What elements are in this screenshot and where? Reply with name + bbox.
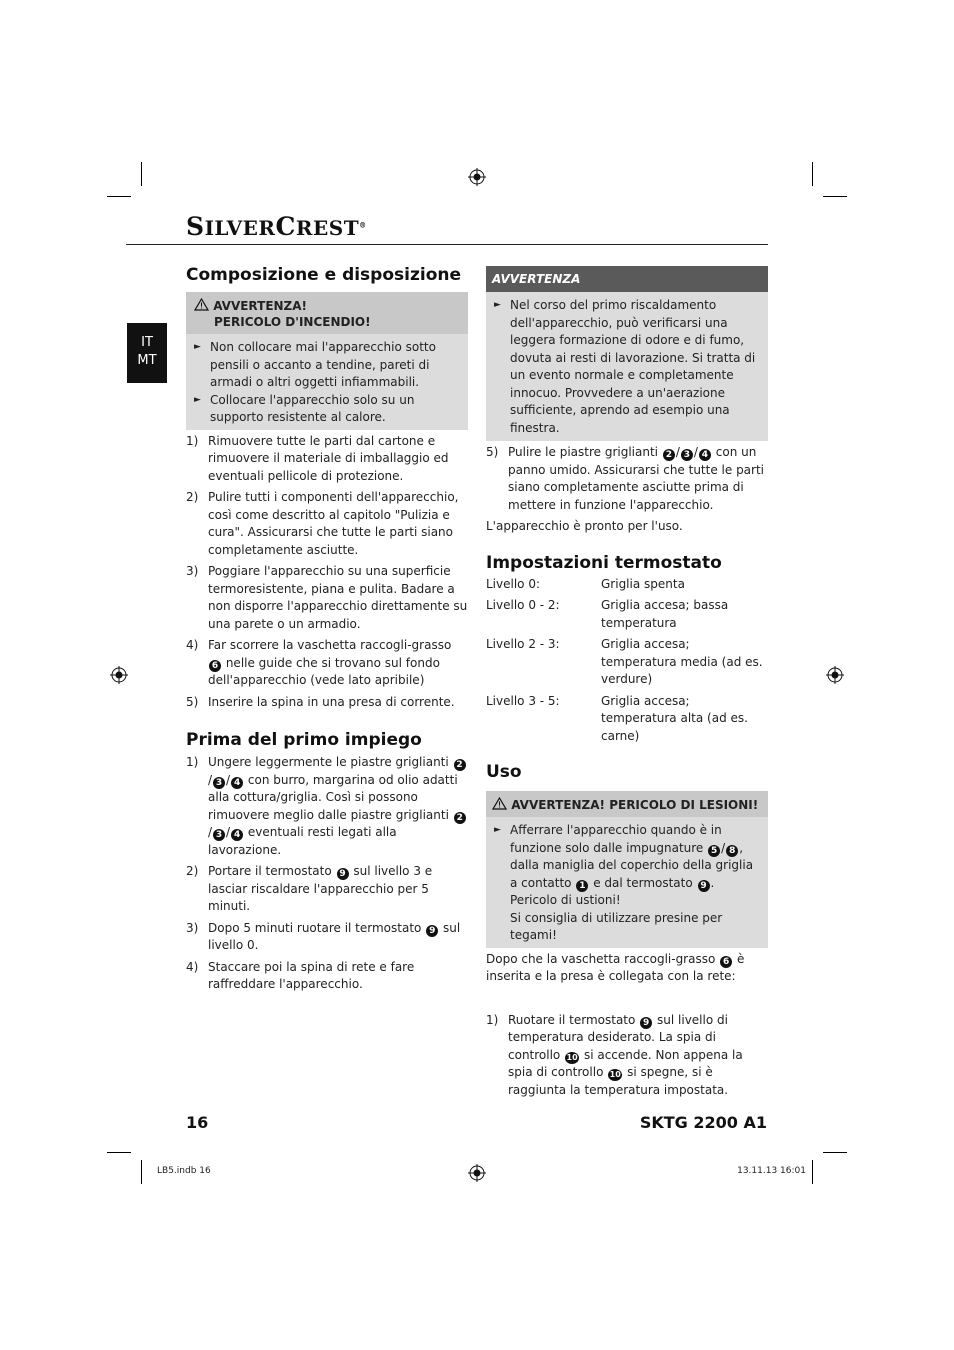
registration-mark-icon xyxy=(468,1164,486,1182)
ref-number: 9 xyxy=(698,880,710,892)
warning-bullet: ► Non collocare mai l'apparecchio sotto pensili o accanto a tendine, pareti di armadi o altri oggetti infiammabili. xyxy=(194,340,436,389)
step-item: 2) Portare il termostato 9 sul livello 3 e lasciar riscaldare l'apparecchio per 5 minuti. xyxy=(186,864,433,913)
registration-mark-icon xyxy=(468,168,486,186)
model-number: SKTG 2200 A1 xyxy=(639,1113,767,1132)
ref-number: 9 xyxy=(640,1017,652,1029)
ref-number: 2 xyxy=(454,812,466,824)
crop-mark xyxy=(107,196,131,197)
section-title-composizione: Composizione e disposizione xyxy=(186,265,462,285)
ref-number: 2 xyxy=(454,759,466,771)
crop-mark xyxy=(107,1152,131,1153)
bullet-arrow-icon: ► xyxy=(194,394,201,405)
warning-box-fire xyxy=(186,292,468,430)
warning-box-smoke xyxy=(486,266,768,441)
bullet-arrow-icon: ► xyxy=(494,300,501,310)
ref-number: 9 xyxy=(426,925,438,937)
warning-triangle-icon xyxy=(194,298,209,311)
crop-mark xyxy=(141,162,142,186)
ref-number: 2 xyxy=(663,449,675,461)
ref-number: 6 xyxy=(209,660,221,672)
warning-header: AVVERTENZA xyxy=(486,266,768,292)
right-column xyxy=(486,266,768,1099)
crop-mark xyxy=(823,196,847,197)
language-mt: MT xyxy=(137,353,157,368)
crop-mark xyxy=(141,1160,142,1184)
ref-number: 10 xyxy=(566,1052,578,1062)
warning-title: AVVERTENZA! xyxy=(213,299,308,313)
silvercrest-logo: SILVERCREST® xyxy=(186,212,367,241)
step-item: 5) Pulire le piastre griglianti 2 / 3 / 4 con un panno umido. Assicurarsi che tutte le parti siano completamente asciutte prima di mettere in funzione l'apparecchio. xyxy=(486,445,765,512)
crop-mark xyxy=(812,1160,813,1184)
step-item: 1) Ungere leggermente le piastre griglianti 2/ 3 / 4 con burro, margarina od olio adatti alla cottura/griglia. Così si possono rimuovere meglio dalle piastre griglianti 2/ 3 / 4 eventuali resti legati alla lavorazione. xyxy=(186,754,468,859)
step-item: 4) Far scorrere la vaschetta raccogli-grasso 6 nelle guide che si trovano sul fondo dell'apparecchio (vede lato apribile) xyxy=(186,638,452,687)
ref-number: 6 xyxy=(720,956,732,968)
registration-mark-icon xyxy=(826,666,844,684)
print-date: 13.11.13 16:01 xyxy=(737,1166,806,1176)
step-item: 4) Staccare poi la spina di rete e fare raffreddare l'apparecchio. xyxy=(186,959,415,991)
after-text: Dopo che la vaschetta raccogli-grasso 6 è inserita e la presa è collegata con la rete: xyxy=(486,951,745,983)
page-number: 16 xyxy=(186,1113,209,1132)
warning-bullet: ► Collocare l'apparecchio solo su un supporto resistente al calore. xyxy=(194,392,415,424)
ref-number: 3 xyxy=(213,829,225,841)
warning-subtitle: PERICOLO D'INCENDIO! xyxy=(214,315,371,329)
header-rule xyxy=(126,244,768,245)
ref-number: 5 xyxy=(708,845,720,857)
crop-mark xyxy=(823,1152,847,1153)
language-it: IT xyxy=(141,335,153,350)
step-item: 1) Ruotare il termostato 9 sul livello di temperatura desiderato. La spia di controllo 10 si accende. Non appena la spia di controllo 10 si spegne, si è raggiunta la temperatura impostata. xyxy=(486,1012,743,1097)
warning-header xyxy=(186,292,468,334)
language-tab xyxy=(127,323,167,383)
section-title-uso: Uso xyxy=(486,762,522,782)
warning-triangle-icon xyxy=(492,797,507,810)
ref-number: 3 xyxy=(681,449,693,461)
section-title-termostato: Impostazioni termostato xyxy=(486,552,722,573)
ref-number: 9 xyxy=(337,868,349,880)
ready-text: L'apparecchio è pronto per l'uso. xyxy=(486,519,683,533)
warning-box-injury xyxy=(486,791,768,948)
step-item: 3) Poggiare l'apparecchio su una superficie termoresistente, piana e pulita. Badare a non disporre l'apparecchio direttamente su una parete o un armadio. xyxy=(186,564,468,631)
step-item: 3) Dopo 5 minuti ruotare il termostato 9 sul livello 0. xyxy=(186,920,461,952)
registration-mark-icon xyxy=(110,666,128,684)
warning-bullet: ► Nel corso del primo riscaldamento dell'apparecchio, può verificarsi una leggera formazione di odore e di fumo, dovuta ai resti di lavorazione. Si tratta di un evento normale e completamente innocuo. Provvedere a un'aerazione sufficiente, aprendo ad esempio una finestra. xyxy=(494,298,756,435)
ref-number: 4 xyxy=(699,449,711,461)
step-item: 2) Pulire tutti i componenti dell'apparecchio, così come descritto al capitolo "Pulizia e cura". Assicurarsi che tutte le parti siano completamente asciutte. xyxy=(186,490,459,557)
bullet-arrow-icon: ► xyxy=(494,825,501,835)
warning-header: AVVERTENZA! PERICOLO DI LESIONI! xyxy=(486,791,768,817)
step-item: 1) Rimuovere tutte le parti dal cartone e rimuovere il materiale di imballaggio ed eventuali pellicole di protezione. xyxy=(186,433,449,483)
level-row: Livello 3 - 5: Griglia accesa; temperatura alta (ad es. carne) xyxy=(486,693,748,743)
level-row: Livello 2 - 3: Griglia accesa; temperatura media (ad es. verdure) xyxy=(486,637,763,686)
ref-number: 8 xyxy=(726,845,738,857)
ref-number: 10 xyxy=(609,1070,621,1079)
ref-number: 1 xyxy=(576,880,588,892)
level-row: Livello 0 - 2: Griglia accesa; bassa temperatura xyxy=(486,598,729,630)
section-title-primo-impiego: Prima del primo impiego xyxy=(186,730,422,750)
warning-bullet: ► Afferrare l'apparecchio quando è in funzione solo dalle impugnature 5 / 8 , dalla maniglia del coperchio della griglia a contatto 1 e dal termostato 9 . Pericolo di ustioni! Si consiglia di utilizzare presine per tegami! xyxy=(494,823,754,942)
ref-number: 4 xyxy=(231,777,243,789)
left-column xyxy=(186,264,468,994)
step-item: 5) Inserire la spina in una presa di corrente. xyxy=(186,694,455,709)
crop-mark xyxy=(812,162,813,186)
ref-number: 3 xyxy=(213,777,225,789)
ref-number: 4 xyxy=(231,829,243,841)
level-row: Livello 0: Griglia spenta xyxy=(486,576,685,591)
file-info: LB5.indb 16 xyxy=(157,1166,211,1176)
bullet-arrow-icon: ► xyxy=(194,342,201,352)
